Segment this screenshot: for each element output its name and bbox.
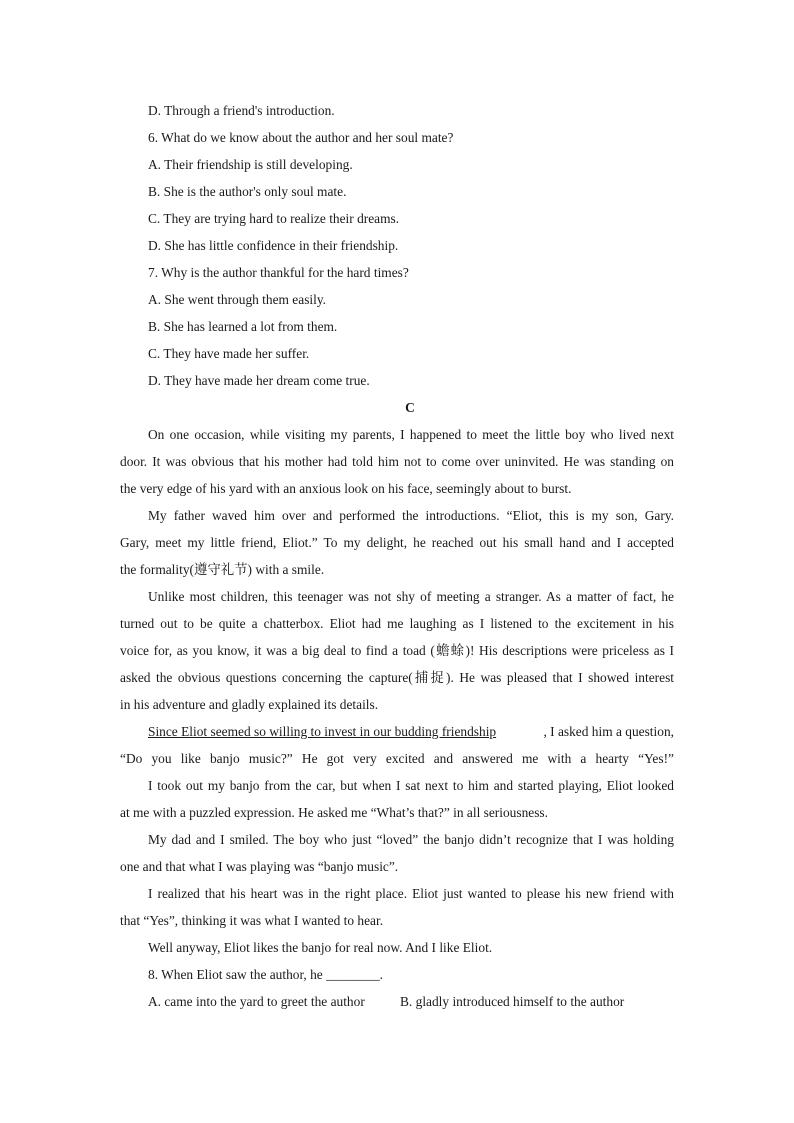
q6-option-b: B. She is the author's only soul mate.: [148, 184, 347, 199]
q6-option-c: C. They are trying hard to realize their dreams.: [148, 211, 400, 226]
q7-option-a: A. She went through them easily.: [148, 292, 327, 307]
q5-option-d: D. Through a friend's introduction.: [148, 103, 335, 118]
q6-option-a: A. Their friendship is still developing.: [148, 157, 353, 172]
passage-line: voice for, as you know, it was a big deal to find a toad (蟾蜍)! His descriptions were priceless as I: [120, 643, 674, 658]
passage-line: On one occasion, while visiting my parents, I happened to meet the little boy who lived next: [148, 427, 674, 442]
passage-line: one and that what I was playing was “banjo music”.: [120, 859, 399, 874]
passage-line: the very edge of his yard with an anxious look on his face, seemingly about to burst.: [120, 481, 572, 496]
q6-stem: 6. What do we know about the author and her soul mate?: [148, 130, 454, 145]
q7-option-b: B. She has learned a lot from them.: [148, 319, 338, 334]
passage-line: My dad and I smiled. The boy who just “loved” the banjo didn’t recognize that I was holding: [148, 832, 674, 847]
passage-line-underlined: [148, 723, 674, 741]
passage-line: My father waved him over and performed the introductions. “Eliot, this is my son, Gary.: [148, 508, 674, 523]
passage-line: I took out my banjo from the car, but when I sat next to him and started playing, Eliot looked: [148, 778, 674, 793]
passage-line: in his adventure and gladly explained its details.: [120, 697, 379, 712]
q7-option-c: C. They have made her suffer.: [148, 346, 310, 361]
passage-line: Well anyway, Eliot likes the banjo for real now. And I like Eliot.: [148, 940, 493, 955]
section-title: C: [405, 400, 415, 415]
q8-option-b: B. gladly introduced himself to the author: [400, 994, 625, 1009]
passage-line: that “Yes”, thinking it was what I wanted to hear.: [120, 913, 384, 928]
q6-option-d: D. She has little confidence in their friendship.: [148, 238, 399, 253]
passage-line: the formality(遵守礼节) with a smile.: [120, 562, 325, 577]
underlined-sentence: Since Eliot seemed so willing to invest in our budding friendship: [148, 724, 497, 739]
q7-stem: 7. Why is the author thankful for the hard times?: [148, 265, 409, 280]
q7-option-d: D. They have made her dream come true.: [148, 373, 370, 388]
passage-line: I realized that his heart was in the right place. Eliot just wanted to please his new friend with: [148, 886, 674, 901]
passage-line: “Do you like banjo music?” He got very excited and answered me with a hearty “Yes!”: [120, 751, 674, 766]
passage-line: door. It was obvious that his mother had told him not to come over uninvited. He was standing on: [120, 454, 674, 469]
passage-line: Unlike most children, this teenager was not shy of meeting a stranger. As a matter of fact, he: [148, 589, 674, 604]
passage-line: at me with a puzzled expression. He asked me “What’s that?” in all seriousness.: [120, 805, 548, 820]
passage-line: turned out to be quite a chatterbox. Eliot had me laughing as I listened to the excitement in his: [120, 616, 674, 631]
passage-line: asked the obvious questions concerning the capture(捕捉). He was pleased that I showed interest: [120, 670, 674, 685]
passage-line: Gary, meet my little friend, Eliot.” To my delight, he reached out his small hand and I accepted: [120, 535, 674, 550]
q8-stem: 8. When Eliot saw the author, he ________.: [148, 967, 383, 982]
q8-option-a: A. came into the yard to greet the author: [148, 994, 365, 1009]
sentence-continuation: , I asked him a question,: [543, 724, 674, 739]
